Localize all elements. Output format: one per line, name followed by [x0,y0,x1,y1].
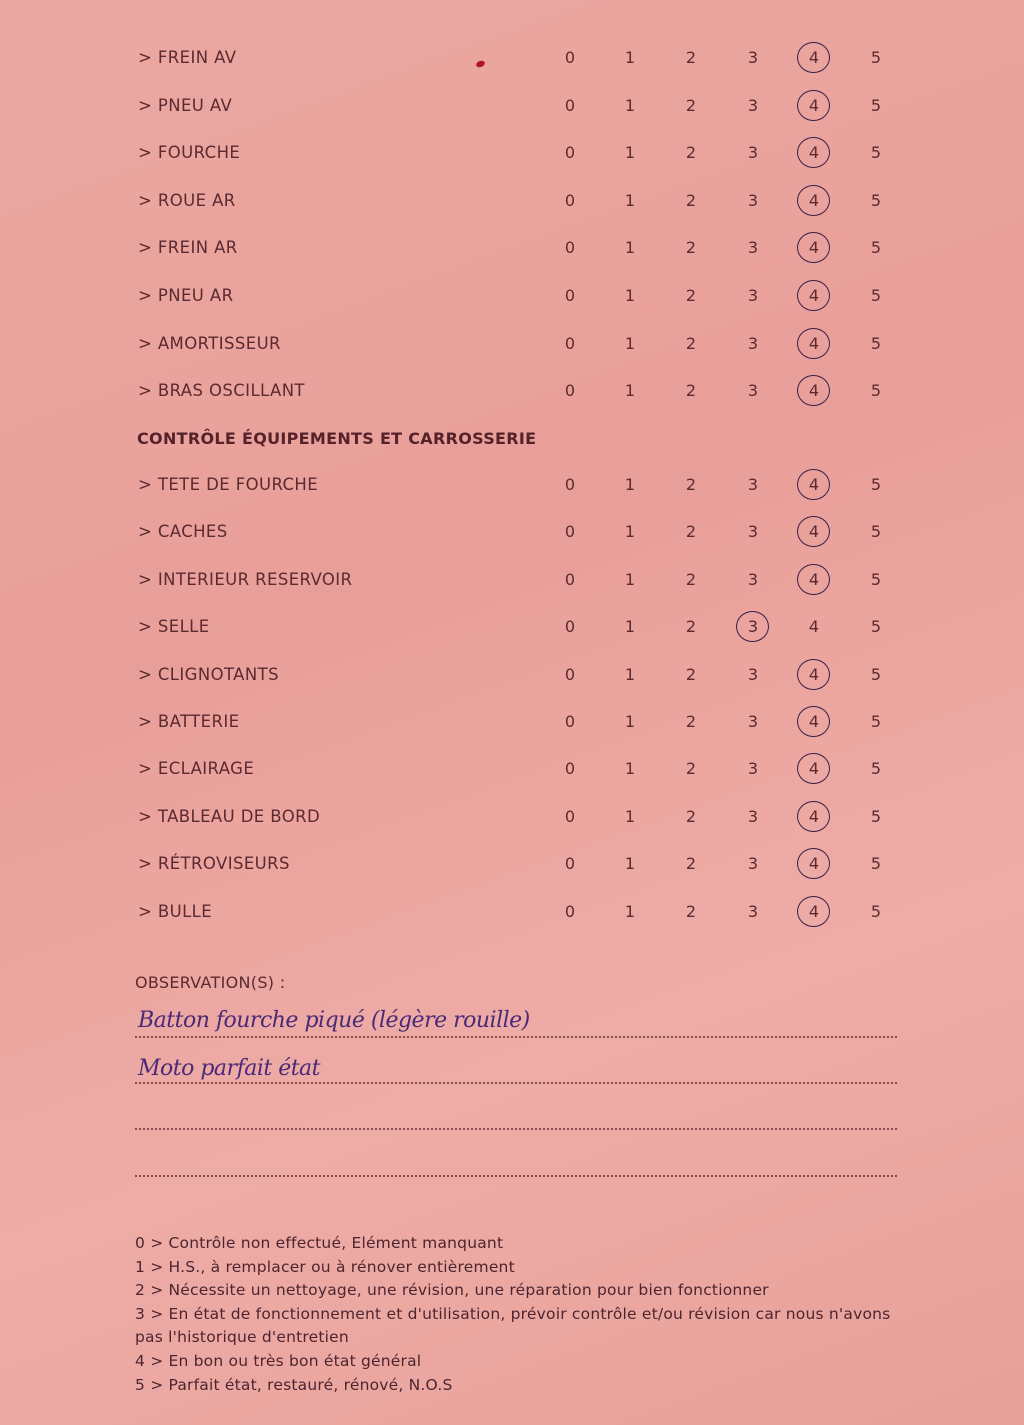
score-option: 3 [747,664,759,684]
item-label: > FREIN AV [138,48,237,67]
item-label: > FREIN AR [138,238,238,258]
selected-score: 4 [799,802,829,832]
score-option: 1 [624,522,636,542]
selected-score: 4 [799,281,829,311]
score-option: 5 [870,617,882,637]
score-option: 2 [685,286,697,305]
score-option: 1 [624,806,636,826]
selected-score: 4 [799,138,829,168]
score-option: 0 [564,475,576,494]
score-option: 1 [624,333,636,353]
score-option: 2 [685,617,697,637]
score-option: 5 [870,190,882,210]
score-option: 5 [870,286,882,305]
checklist-row [0,754,1024,784]
score-option: 3 [747,806,759,826]
item-label: > PNEU AV [138,95,233,115]
score-option: 0 [564,190,576,210]
score-option: 5 [870,48,882,67]
item-label: > RÉTROVISEURS [138,854,290,874]
score-option: 0 [564,901,576,921]
checklist-row [0,517,1024,547]
score-option: 3 [747,854,759,874]
score-option: 1 [624,238,636,258]
handwritten-note-2: Moto parfait état [138,1056,321,1081]
score-option: 2 [685,48,697,67]
score-option: 1 [624,475,636,494]
legend-item-4: 4 > En bon ou très bon état général [135,1351,422,1370]
item-label: > PNEU AR [138,286,234,305]
checklist-row [0,91,1024,121]
observation-line-2 [135,1082,897,1084]
score-option: 1 [624,48,636,67]
selected-score: 4 [799,897,829,927]
selected-score: 4 [799,376,829,406]
item-label: > BULLE [138,901,213,921]
score-option: 3 [747,901,759,921]
rating-legend [135,1232,895,1397]
score-option: 2 [685,759,697,779]
score-option: 5 [870,854,882,874]
score-option: 5 [870,712,882,731]
item-label: > BRAS OSCILLANT [138,381,305,401]
item-label: > CLIGNOTANTS [138,664,279,684]
item-label: > INTERIEUR RESERVOIR [138,569,353,589]
score-option: 3 [747,333,759,353]
score-option: 1 [624,143,636,163]
score-option: 0 [564,664,576,684]
checklist-row [0,233,1024,263]
score-option: 2 [685,854,697,874]
score-option: 1 [624,190,636,210]
legend-item-5: 5 > Parfait état, restauré, rénové, N.O.S [135,1375,453,1394]
score-option: 0 [564,617,576,637]
selected-score: 3 [738,612,768,642]
score-option: 0 [564,381,576,401]
item-label: > BATTERIE [138,712,240,731]
score-option: 2 [685,712,697,731]
score-option: 2 [685,664,697,684]
item-label: > TABLEAU DE BORD [138,806,321,826]
selected-score: 4 [799,470,829,500]
selected-score: 4 [799,754,829,784]
score-option: 2 [685,333,697,353]
score-option: 1 [624,759,636,779]
checklist-row [0,802,1024,832]
score-option: 3 [747,475,759,494]
score-option: 3 [747,286,759,305]
item-label: > CACHES [138,522,228,542]
score-option: 0 [564,286,576,305]
checklist-row [0,660,1024,690]
item-label: > FOURCHE [138,143,241,163]
score-option: 0 [564,238,576,258]
selected-score: 4 [799,186,829,216]
checklist-row [0,849,1024,879]
score-option: 2 [685,143,697,163]
score-option: 0 [564,806,576,826]
item-label: > AMORTISSEUR [138,333,281,353]
score-option: 5 [870,759,882,779]
score-option: 5 [870,806,882,826]
selected-score: 4 [799,43,829,73]
score-option: 0 [564,143,576,163]
score-option: 3 [747,381,759,401]
score-option: 3 [747,569,759,589]
score-option: 0 [564,522,576,542]
handwritten-note-1: Batton fourche piqué (légère rouille) [138,1008,530,1033]
selected-score: 4 [799,329,829,359]
score-option: 5 [870,238,882,258]
score-option: 3 [747,190,759,210]
score-option: 3 [747,712,759,731]
checklist-row [0,138,1024,168]
legend-item-2: 2 > Nécessite un nettoyage, une révision, une réparation pour bien fonctionner [135,1281,769,1300]
score-option: 1 [624,286,636,305]
score-option: 0 [564,333,576,353]
score-option: 1 [624,381,636,401]
score-option: 2 [685,190,697,210]
item-label: > TETE DE FOURCHE [138,475,319,494]
checklist-row [0,329,1024,359]
observations-title: OBSERVATION(S) : [135,973,286,992]
score-option: 0 [564,854,576,874]
checklist-row [0,186,1024,216]
score-option: 5 [870,901,882,921]
legend-item-1: 1 > H.S., à remplacer ou à rénover entièrement [135,1257,515,1276]
score-option: 3 [747,522,759,542]
selected-score: 4 [799,849,829,879]
score-option: 2 [685,806,697,826]
score-option: 5 [870,381,882,401]
selected-score: 4 [799,660,829,690]
score-option: 5 [870,95,882,115]
selected-score: 4 [799,91,829,121]
checklist-row [0,707,1024,737]
observation-line-4 [135,1175,897,1177]
score-option: 3 [747,143,759,163]
score-option: 0 [564,712,576,731]
score-option: 3 [747,759,759,779]
score-option: 2 [685,569,697,589]
score-option: 3 [747,238,759,258]
item-label: > SELLE [138,617,210,637]
score-option: 1 [624,901,636,921]
score-option: 1 [624,95,636,115]
score-option: 1 [624,854,636,874]
selected-score: 4 [799,707,829,737]
score-option: 2 [685,901,697,921]
score-option: 2 [685,238,697,258]
checklist-row [0,43,1024,73]
selected-score: 4 [799,565,829,595]
section-title: CONTRÔLE ÉQUIPEMENTS ET CARROSSERIE [137,429,537,448]
observation-line-1 [135,1036,897,1038]
item-label: > ROUE AR [138,190,236,210]
selected-score: 4 [799,233,829,263]
score-option: 5 [870,333,882,353]
checklist-row [0,376,1024,406]
checklist-row [0,612,1024,642]
score-option: 1 [624,664,636,684]
checklist-row [0,470,1024,500]
score-option: 5 [870,143,882,163]
score-option: 1 [624,712,636,731]
score-option: 2 [685,475,697,494]
score-option: 2 [685,522,697,542]
score-option: 0 [564,95,576,115]
checklist-row [0,281,1024,311]
score-option: 5 [870,522,882,542]
score-option: 5 [870,664,882,684]
score-option: 3 [747,95,759,115]
observation-line-3 [135,1128,897,1130]
checklist-row [0,897,1024,927]
selected-score: 4 [799,517,829,547]
score-option: 0 [564,759,576,779]
checklist-row [0,565,1024,595]
legend-item-0: 0 > Contrôle non effectué, Elément manquant [135,1234,504,1252]
score-option: 1 [624,569,636,589]
score-option: 4 [808,617,820,637]
score-option: 1 [624,617,636,637]
score-option: 5 [870,569,882,589]
score-option: 2 [685,95,697,115]
score-option: 2 [685,381,697,401]
score-option: 5 [870,475,882,494]
score-option: 0 [564,48,576,67]
score-option: 3 [747,48,759,67]
legend-item-3: 3 > En état de fonctionnement et d'utilisation, prévoir contrôle et/ou révision car nous n'avons pas l'historique d'entretien [135,1304,891,1347]
item-label: > ECLAIRAGE [138,759,255,779]
score-option: 0 [564,569,576,589]
